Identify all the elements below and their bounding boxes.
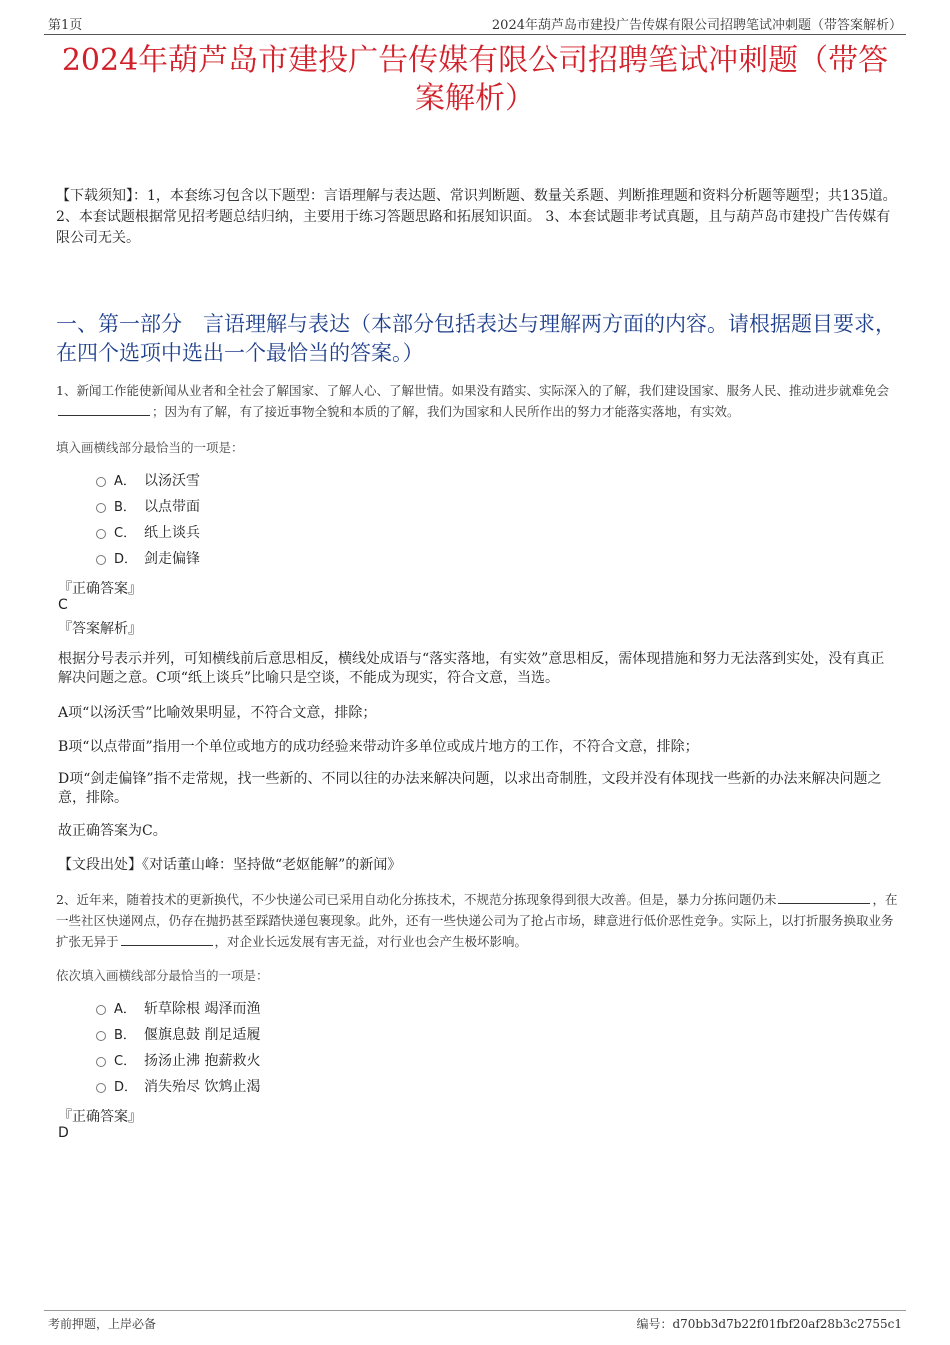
analysis-paragraph: 根据分号表示并列，可知横线前后意思相反，横线处成语与“落实落地，有实效”意思相反，需体现措施和努力无法落到实处，没有真正解决问题之意。C项“纸上谈兵”比喻只是空谈，不能成为现实，符合文意，当选。 [58,651,885,686]
fill-blank [121,933,213,946]
section-heading: 一、第一部分 言语理解与表达（本部分包括表达与理解两方面的内容。请根据题目要求，在四个选项中选出一个最恰当的答案。） [56,312,896,365]
answer-label: 『正确答案』 [58,581,142,597]
question-2-prompt: 依次填入画横线部分最恰当的一项是： [56,968,269,983]
header-divider [44,34,906,35]
option-d[interactable]: D． 剑走偏锋 [96,549,200,569]
question-1-text-a: 1、新闻工作能使新闻从业者和全社会了解国家、了解人心、了解世情。如果没有踏实、实际深入的了解，我们建设国家、服务人民、推动进步就难免会 [56,383,889,398]
option-a[interactable]: A． 以汤沃雪 [96,471,200,491]
question-2-text-c: ，对企业长远发展有害无益，对行业也会产生极坏影响。 [214,934,528,949]
footer-doc-id: 编号：d70bb3d7b22f01fbf20af28b3c2755c1 [636,1317,902,1331]
question-2-stem [56,889,900,952]
option-a[interactable]: A． 斩草除根 竭泽而渔 [96,999,260,1019]
analysis-paragraph: D项“剑走偏锋”指不走常规，找一些新的、不同以往的办法来解决问题，以求出奇制胜，文段并没有体现找一些新的办法来解决问题之意，排除。 [58,771,882,806]
radio-icon[interactable] [96,503,106,513]
radio-icon[interactable] [96,555,106,565]
source-citation: 【文段出处】《对话董山峰：坚持做“老妪能解”的新闻》 [58,857,402,873]
analysis-paragraph: B项“以点带面”指用一个单位或地方的成功经验来带动许多单位或成片地方的工作，不符合文意，排除； [58,739,699,755]
footer-divider [44,1310,906,1311]
question-2-text-b: ，在一些社区快递网点，仍存在抛扔甚至踩踏快递包裹现象。此外，还有一些快递公司为了抢占市场，肆意进行低价恶性竞争。实际上，以打折服务换取业务扩张无异于 [56,892,898,949]
option-c[interactable]: C． 扬汤止沸 抱薪救火 [96,1051,260,1071]
radio-icon[interactable] [96,1057,106,1067]
radio-icon[interactable] [96,1005,106,1015]
fill-blank [778,891,870,904]
answer-label: 『正确答案』 [58,1109,142,1125]
page-title: 2024年葫芦岛市建投广告传媒有限公司招聘笔试冲刺题（带答案解析） [61,43,889,116]
header-page-number: 第1页 [48,18,83,33]
radio-icon[interactable] [96,477,106,487]
footer-slogan: 考前押题，上岸必备 [48,1317,157,1331]
option-b[interactable]: B． 偃旗息鼓 削足适履 [96,1025,260,1045]
answer-value: D [58,1125,69,1141]
question-1-stem [56,380,900,422]
radio-icon[interactable] [96,529,106,539]
answer-value: C [58,597,68,613]
question-2-text-a: 2、近年来，随着技术的更新换代，不少快递公司已采用自动化分拣技术，不规范分拣现象得到很大改善。但是，暴力分拣问题仍未 [56,892,777,907]
option-c[interactable]: C． 纸上谈兵 [96,523,200,543]
download-notice: 【下载须知】：1，本套练习包含以下题型：言语理解与表达题、常识判断题、数量关系题、判断推理题和资料分析题等题型；共135道。 2、本套试题根据常见招考题总结归纳，主要用于练习答题思路和拓展知识面。 3、本套试题非考试真题，且与葫芦岛市建投广告传媒有限公司无关。 [56,188,897,246]
analysis-label: 『答案解析』 [58,621,142,637]
analysis-paragraph: 故正确答案为C。 [58,823,167,839]
question-1-prompt: 填入画横线部分最恰当的一项是： [56,440,244,455]
option-b[interactable]: B． 以点带面 [96,497,200,517]
question-1-text-b: ；因为有了解，有了接近事物全貌和本质的了解，我们为国家和人民所作出的努力才能落实落地，有实效。 [152,404,740,419]
radio-icon[interactable] [96,1083,106,1093]
fill-blank [58,403,150,416]
option-d[interactable]: D． 消失殆尽 饮鸩止渴 [96,1077,260,1097]
radio-icon[interactable] [96,1031,106,1041]
header-doc-title: 2024年葫芦岛市建投广告传媒有限公司招聘笔试冲刺题（带答案解析） [491,18,902,33]
analysis-paragraph: A项“以汤沃雪”比喻效果明显，不符合文意，排除； [58,705,377,721]
